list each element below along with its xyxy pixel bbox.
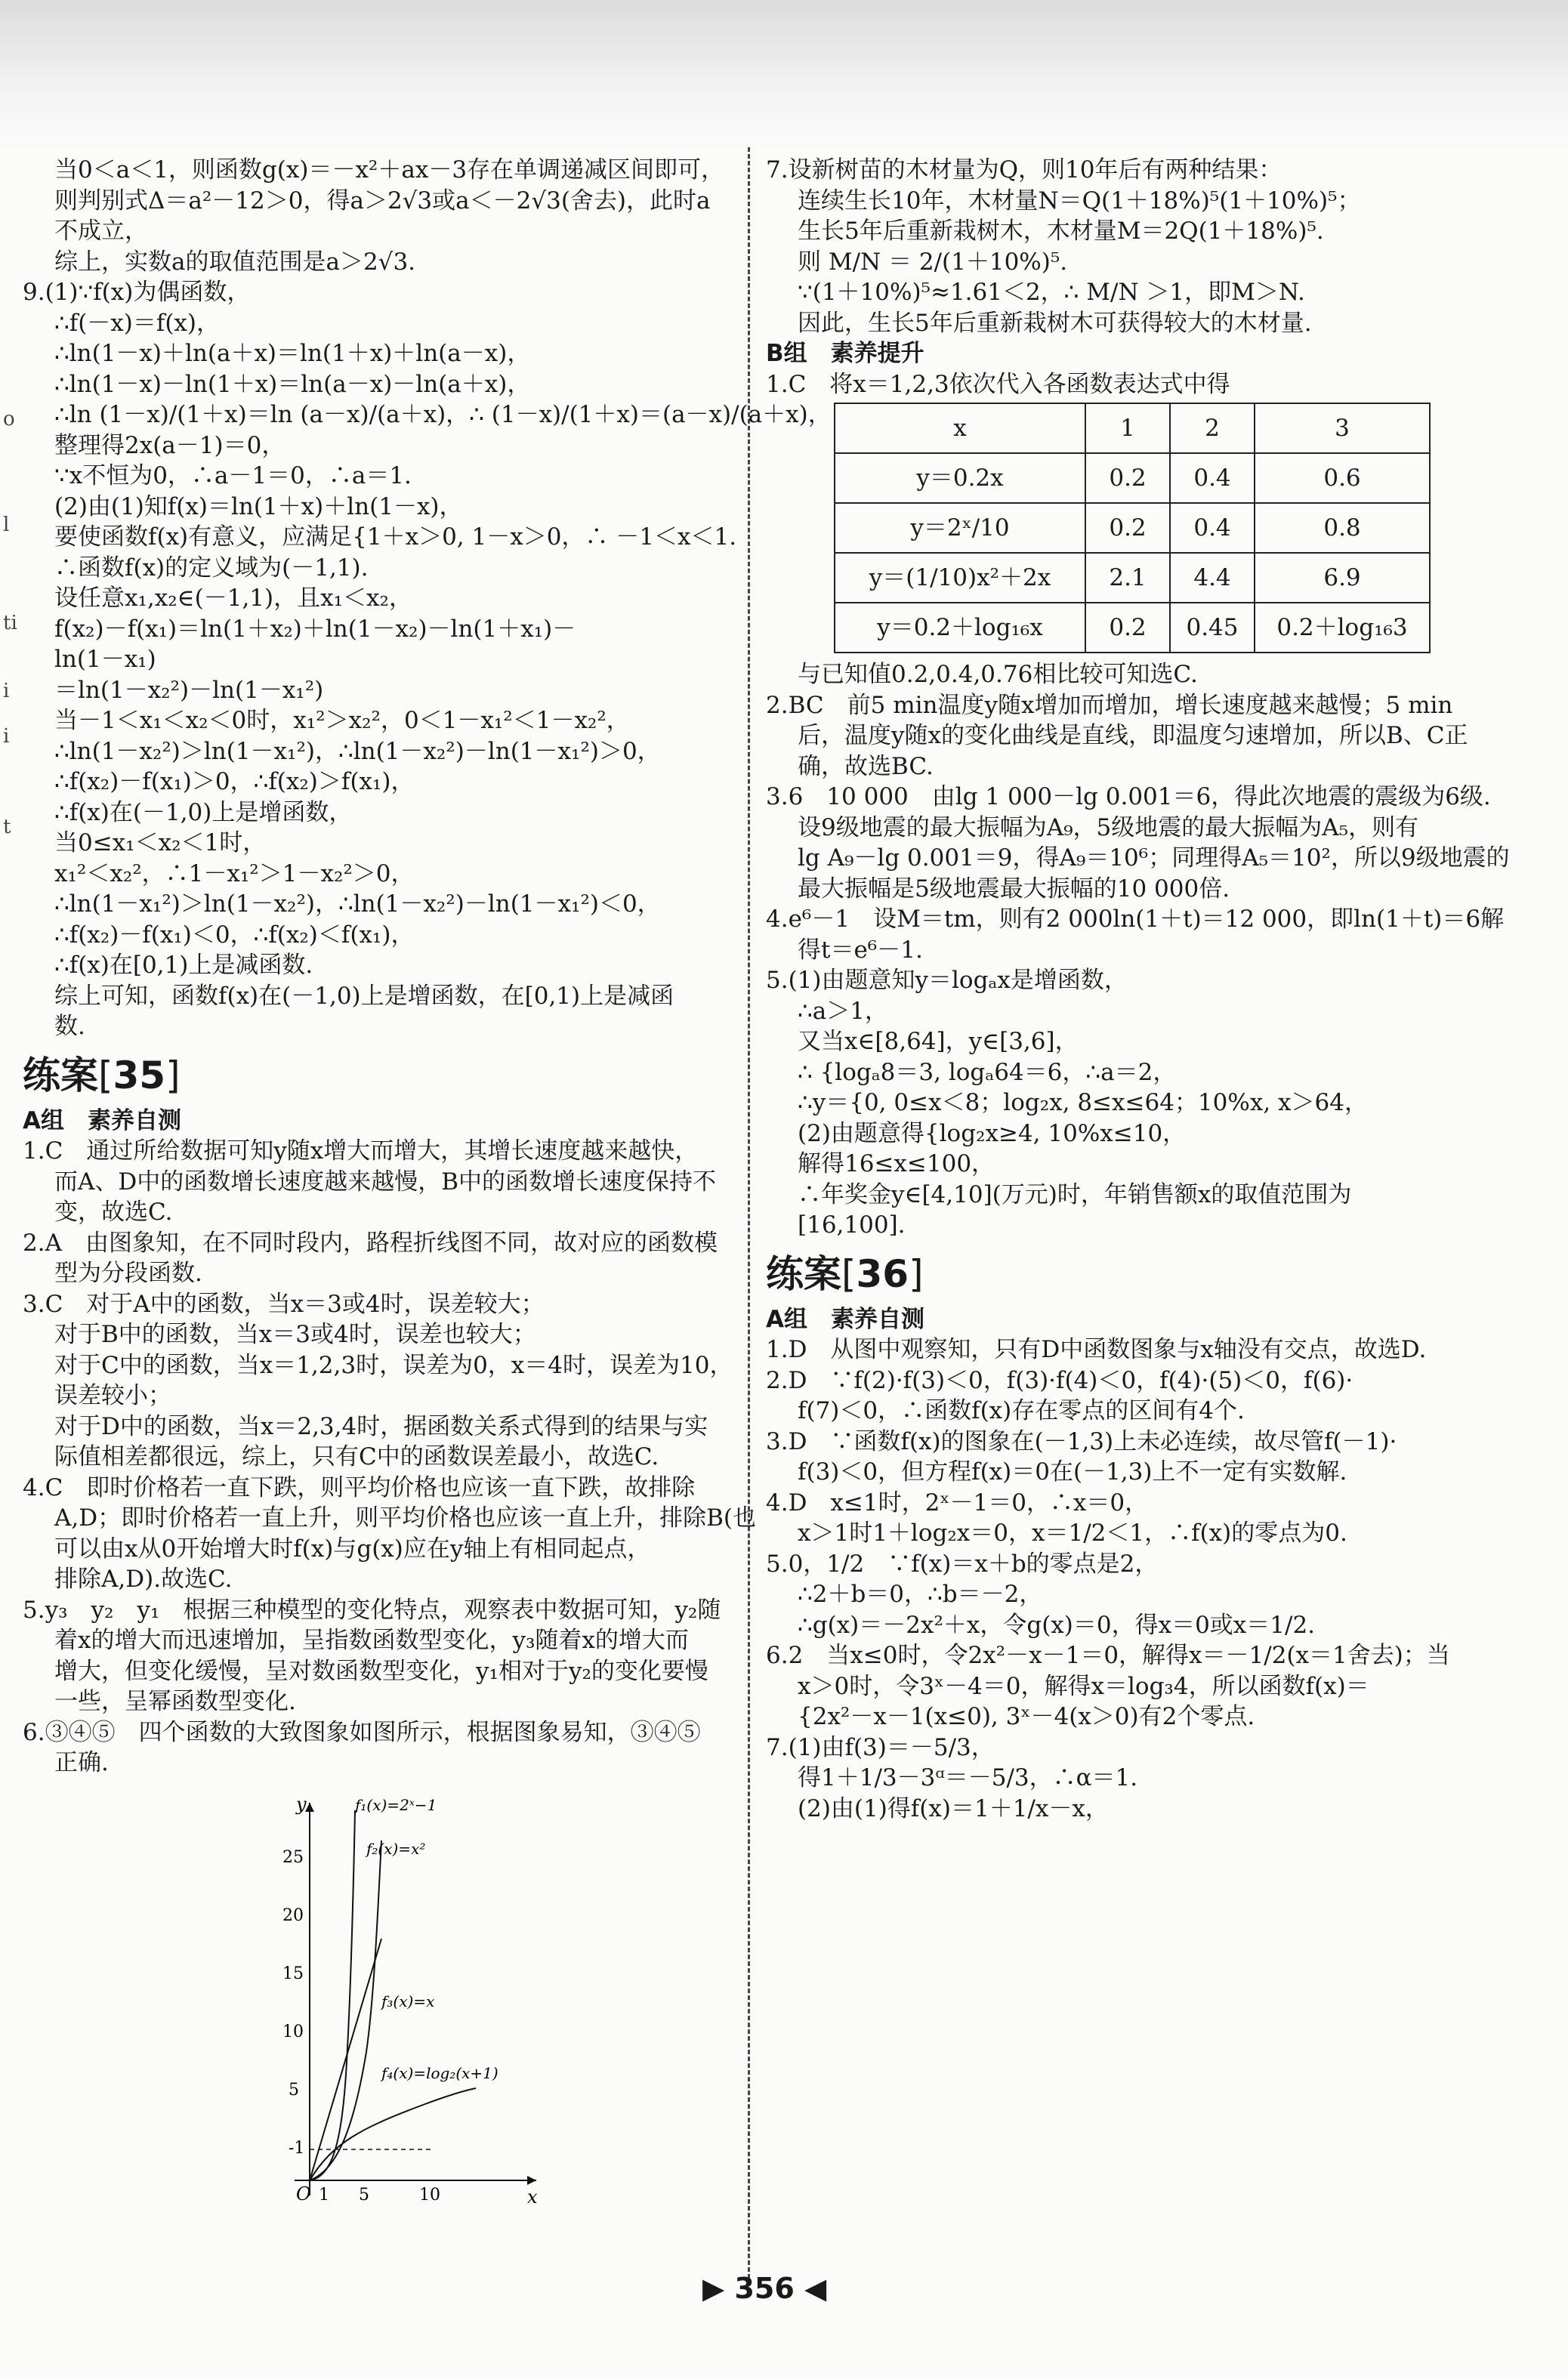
- text-line: 连续生长10年，木材量N＝Q(1＋18%)⁵(1＋10%)⁵；: [798, 187, 1361, 214]
- text-line: 数.: [54, 1013, 85, 1040]
- curve-f1: [310, 1810, 355, 2180]
- text-line: 整理得2x(a－1)＝0，: [54, 431, 286, 459]
- table-cell: y＝0.2＋log₁₆x: [835, 603, 1085, 653]
- table-row: [835, 603, 1430, 653]
- text-line: 设9级地震的最大振幅为A₉，5级地震的最大振幅为A₅，则有: [798, 813, 1419, 841]
- text-line: 与已知值0.2,0.4,0.76相比较可知选C.: [798, 661, 1198, 688]
- answer-b1: 1.C 将x＝1,2,3依次代入各函数表达式中得: [766, 370, 1230, 398]
- margin-mark: o: [3, 408, 15, 430]
- right-top-text: [766, 155, 1551, 338]
- curve-label-f3: f₃(x)=x: [381, 1992, 435, 2010]
- table-cell: 0.45: [1170, 603, 1255, 653]
- text-line: ∵x不恒为0，∴a－1＝0，∴a＝1.: [54, 462, 412, 489]
- text-line: 2.D ∵f(2)·f(3)＜0，f(3)·f(4)＜0，f(4)·(5)＜0，f(6)·: [766, 1366, 1353, 1394]
- margin-mark: i: [3, 680, 10, 702]
- margin-mark: l: [3, 514, 10, 536]
- column-divider: [748, 147, 750, 2292]
- text-line: 1.D 从图中观察知，只有D中函数图象与x轴没有交点，故选D.: [766, 1336, 1427, 1363]
- section-number: 35: [113, 1053, 166, 1097]
- text-line: f(x₂)－f(x₁)＝ln(1＋x₂)＋ln(1－x₂)－ln(1＋x₁)－: [54, 615, 576, 643]
- y-tick-label: 10: [282, 2022, 304, 2041]
- text-line: 生长5年后重新栽树木，木材量M＝2Q(1＋18%)⁵.: [798, 218, 1324, 245]
- section-title: 练案: [766, 1251, 841, 1296]
- x-tick-label: 10: [419, 2185, 440, 2205]
- y-tick-label: 20: [282, 1905, 304, 1925]
- text-line: 1.C 通过所给数据可知y随x增大而增大，其增长速度越来越快，: [23, 1137, 699, 1165]
- text-line: ∴函数f(x)的定义域为(－1,1).: [54, 554, 369, 582]
- curve-label-f1: f₁(x)=2ˣ−1: [355, 1795, 437, 1814]
- text-line: 设任意x₁,x₂∈(－1,1)，且x₁＜x₂，: [54, 585, 412, 612]
- text-line: 当0≤x₁＜x₂＜1时，: [54, 829, 267, 856]
- y-tick-label: 15: [282, 1964, 304, 1983]
- text-line: 5.y₃ y₂ y₁ 根据三种模型的变化特点，观察表中数据可知，y₂随: [23, 1596, 721, 1624]
- text-line: 3.D ∵函数f(x)的图象在(－1,3)上未必连续，故尽管f(－1)·: [766, 1427, 1397, 1455]
- text-line: ∵(1＋10%)⁵≈1.61＜2，∴ M/N ＞1，即M＞N.: [798, 279, 1305, 306]
- values-table: [834, 403, 1431, 653]
- text-line: 际值相差都很远，综上，只有C中的函数误差最小，故选C.: [54, 1443, 659, 1470]
- text-line: ∴y＝{0, 0≤x＜8；log₂x, 8≤x≤64；10%x, x＞64，: [798, 1089, 1368, 1116]
- text-line: 一些，呈幂函数型变化.: [54, 1688, 296, 1715]
- right-bottom-text: [766, 1335, 1551, 1824]
- table-header-row: [835, 403, 1430, 453]
- curve-f2: [310, 1841, 381, 2180]
- text-line: x₁²＜x₂²，∴1－x₁²＞1－x₂²＞0，: [54, 859, 415, 887]
- text-line: (2)由题意得{log₂x≥4, 10%x≤10，: [798, 1119, 1187, 1147]
- table-cell: 0.6: [1255, 453, 1430, 503]
- section-title: 练案: [23, 1053, 98, 1097]
- x-axis-label: x: [527, 2186, 538, 2208]
- text-line: 5.0，1/2 ∵f(x)＝x＋b的零点是2，: [766, 1550, 1159, 1578]
- text-line: 着x的增大而迅速增加，呈指数函数型变化，y₃随着x的增大而: [54, 1627, 689, 1654]
- y-tick-label: 25: [282, 1847, 304, 1867]
- text-line: 要使函数f(x)有意义，应满足{1＋x＞0, 1－x＞0，∴ －1＜x＜1.: [54, 523, 737, 551]
- right-mid-text: [766, 659, 1551, 1241]
- text-line: ∴ {logₐ8＝3, logₐ64＝6，∴a＝2，: [798, 1058, 1177, 1086]
- text-line: ∴f(x₂)－f(x₁)＞0，∴f(x₂)＞f(x₁)，: [54, 768, 415, 795]
- text-line: f(3)＜0，但方程f(x)＝0在(－1,3)上不一定有实数解.: [798, 1458, 1347, 1486]
- text-line: ∴f(x₂)－f(x₁)＜0，∴f(x₂)＜f(x₁)，: [54, 921, 415, 949]
- text-line: 当0＜a＜1，则函数g(x)＝－x²＋ax－3存在单调递减区间即可，: [54, 156, 725, 184]
- text-line: 误差较小；: [54, 1382, 171, 1409]
- text-line: 对于D中的函数，当x＝2,3,4时，据函数关系式得到的结果与实: [54, 1412, 708, 1440]
- curve-label-f2: f₂(x)=x²: [366, 1839, 426, 1858]
- table-cell: 0.2: [1085, 453, 1170, 503]
- margin-mark: i: [3, 725, 10, 748]
- origin-label: O: [296, 2183, 311, 2205]
- text-line: ∴f(x)在[0,1)上是减函数.: [54, 952, 313, 979]
- y-tick-label: -1: [289, 2138, 305, 2158]
- text-line: 5.(1)由题意知y＝logₐx是增函数，: [766, 967, 1128, 994]
- y-tick-label: 5: [289, 2080, 299, 2100]
- table-cell: x: [835, 403, 1085, 453]
- text-line: 综上可知，函数f(x)在(－1,0)上是增函数，在[0,1)上是减函: [54, 982, 674, 1010]
- text-line: 3.C 对于A中的函数，当x＝3或4时，误差较大；: [23, 1290, 545, 1318]
- section-heading-35: 练案[35]: [23, 1053, 181, 1097]
- text-line: 又当x∈[8,64]，y∈[3,6]，: [798, 1028, 1079, 1055]
- text-line: 2.A 由图象知，在不同时段内，路程折线图不同，故对应的函数模: [23, 1229, 718, 1257]
- text-line: {2x²－x－1(x≤0), 3ˣ－4(x＞0)有2个零点.: [798, 1703, 1255, 1730]
- table-cell: 2: [1170, 403, 1255, 453]
- text-line: 确，故选BC.: [798, 752, 934, 780]
- table-row: [835, 503, 1430, 553]
- text-line: 而A、D中的函数增长速度越来越慢，B中的函数增长速度保持不: [54, 1168, 717, 1196]
- table-cell: 0.8: [1255, 503, 1430, 553]
- section-heading-36: 练案[36]: [766, 1251, 924, 1296]
- text-line: 4.e⁶－1 设M＝tm，则有2 000ln(1＋t)＝12 000，即ln(1＋t)＝6解: [766, 906, 1505, 933]
- left-column: [23, 155, 832, 2218]
- table-row: [835, 453, 1430, 503]
- table-cell: 0.4: [1170, 503, 1255, 553]
- text-line: 4.C 即时价格若一直下跌，则平均价格也应该一直下跌，故排除: [23, 1473, 696, 1501]
- group-a-heading: A组 素养自测: [23, 1106, 181, 1134]
- text-line: lg A₉－lg 0.001＝9，得A₉＝10⁶；同理得A₅＝10²，所以9级地震的: [798, 844, 1510, 872]
- left-top-text: [23, 155, 832, 1042]
- left-bottom-text: [23, 1136, 756, 1779]
- text-line: [16,100].: [798, 1211, 906, 1239]
- text-line: ln(1－x₁): [54, 646, 156, 673]
- text-line: (2)由(1)知f(x)＝ln(1＋x)＋ln(1－x)，: [54, 492, 463, 520]
- x-axis-arrow: [527, 2176, 536, 2185]
- text-line: 则 M/N ＝ 2/(1＋10%)⁵.: [798, 248, 1068, 276]
- page-number: ▶ 356 ◀: [702, 2272, 827, 2305]
- text-line: f(7)＜0，∴函数f(x)存在零点的区间有4个.: [798, 1397, 1245, 1424]
- text-line: 则判别式Δ＝a²－12＞0，得a＞2√3或a＜－2√3(舍去)，此时a: [54, 187, 711, 214]
- table-cell: 0.2: [1085, 603, 1170, 653]
- table-cell: 0.2＋log₁₆3: [1255, 603, 1430, 653]
- text-line: ∴年奖金y∈[4,10](万元)时，年销售额x的取值范围为: [798, 1180, 1352, 1208]
- group-b-heading: B组 素养提升: [766, 340, 924, 367]
- text-line: ∴ln(1－x)－ln(1＋x)＝ln(a－x)－ln(a＋x)，: [54, 370, 531, 398]
- text-line: ∴ln (1－x)/(1＋x)＝ln (a－x)/(a＋x)，∴ (1－x)/(1＋x)＝(a－x)/(a＋x)，: [54, 401, 832, 428]
- table-cell: 0.2: [1085, 503, 1170, 553]
- text-line: 7.(1)由f(3)＝－5/3，: [766, 1733, 995, 1761]
- curve-label-f4: f₄(x)=log₂(x+1): [381, 2063, 498, 2082]
- text-line: ∴g(x)＝－2x²＋x，令g(x)＝0，得x＝0或x＝1/2.: [798, 1611, 1316, 1639]
- function-graph: [249, 1788, 551, 2211]
- text-line: 对于C中的函数，当x＝1,2,3时，误差为0，x＝4时，误差为10，: [54, 1351, 733, 1379]
- text-line: 综上，实数a的取值范围是a＞2√3.: [54, 248, 416, 276]
- table-cell: 1: [1085, 403, 1170, 453]
- text-line: ∴a＞1，: [798, 997, 888, 1025]
- text-line: 得1＋1/3－3ᵅ＝－5/3，∴α＝1.: [798, 1764, 1138, 1791]
- text-line: 增大，但变化缓慢，呈对数函数型变化，y₁相对于y₂的变化要慢: [54, 1657, 708, 1685]
- text-line: (2)由(1)得f(x)＝1＋1/x－x，: [798, 1794, 1109, 1822]
- curve-f4: [310, 2088, 476, 2180]
- text-line: x＞1时1＋log₂x＝0，x＝1/2＜1，∴f(x)的零点为0.: [798, 1520, 1347, 1547]
- text-line: ∴ln(1－x)＋ln(a＋x)＝ln(1＋x)＋ln(a－x)，: [54, 340, 531, 367]
- text-line: 排除A,D).故选C.: [54, 1566, 233, 1593]
- x-tick-label: 5: [359, 2185, 369, 2205]
- text-line: 得t＝e⁶－1.: [798, 936, 923, 964]
- text-line: 解得16≤x≤100，: [798, 1150, 995, 1177]
- table-cell: y＝0.2x: [835, 453, 1085, 503]
- text-line: 4.D x≤1时，2ˣ－1＝0，∴x＝0，: [766, 1489, 1149, 1517]
- text-line: ∴f(x)在(－1,0)上是增函数，: [54, 798, 353, 826]
- text-line: 7.设新树苗的木材量为Q，则10年后有两种结果：: [766, 156, 1282, 184]
- table-cell: 3: [1255, 403, 1430, 453]
- y-axis-arrow: [305, 1803, 314, 1812]
- text-line: ∴f(－x)＝f(x)，: [54, 309, 221, 337]
- table-row: [835, 553, 1430, 603]
- text-line: ∴ln(1－x₂²)＞ln(1－x₁²)，∴ln(1－x₂²)－ln(1－x₁²)＞0，: [54, 737, 661, 765]
- scan-shadow: [0, 0, 1568, 151]
- text-line: 正确.: [54, 1749, 109, 1776]
- text-line: ＝ln(1－x₂²)－ln(1－x₁²): [54, 676, 324, 704]
- curve-f3: [310, 1939, 381, 2180]
- table-cell: y＝(1/10)x²＋2x: [835, 553, 1085, 603]
- group-a-heading: A组 素养自测: [766, 1305, 924, 1333]
- text-line: 6.2 当x≤0时，令2x²－x－1＝0，解得x＝－1/2(x＝1舍去)；当: [766, 1642, 1450, 1669]
- x-tick-label: 1: [319, 2185, 329, 2205]
- text-line: ∴ln(1－x₁²)＞ln(1－x₂²)，∴ln(1－x₂²)－ln(1－x₁²)＜0，: [54, 890, 661, 918]
- text-line: A,D；即时价格若一直上升，则平均价格也应该一直上升，排除B(也: [54, 1504, 756, 1532]
- margin-mark: t: [3, 816, 11, 838]
- text-line: x＞0时，令3ˣ－4＝0，解得x＝log₃4，所以函数f(x)＝: [798, 1672, 1369, 1700]
- page-number-value: 356: [734, 2272, 795, 2305]
- margin-mark: ti: [3, 612, 17, 634]
- right-column: [766, 155, 1551, 1824]
- text-line: 后，温度y随x的变化曲线是直线，即温度匀速增加，所以B、C正: [798, 722, 1468, 749]
- table-cell: 4.4: [1170, 553, 1255, 603]
- table-cell: 6.9: [1255, 553, 1430, 603]
- text-line: 对于B中的函数，当x＝3或4时，误差也较大；: [54, 1321, 536, 1348]
- section-number: 36: [856, 1251, 909, 1296]
- table-cell: y＝2ˣ/10: [835, 503, 1085, 553]
- text-line: 型为分段函数.: [54, 1260, 202, 1287]
- text-line: 6.③④⑤ 四个函数的大致图象如图所示，根据图象易知，③④⑤: [23, 1718, 701, 1746]
- text-line: ∴2＋b＝0，∴b＝－2，: [798, 1581, 1043, 1608]
- text-line: 变，故选C.: [54, 1199, 173, 1226]
- text-line: 可以由x从0开始增大时f(x)与g(x)应在y轴上有相同起点，: [54, 1535, 651, 1563]
- table-cell: 0.4: [1170, 453, 1255, 503]
- text-line: 不成立，: [54, 218, 148, 245]
- text-line: 3.6 10 000 由lg 1 000－lg 0.001＝6，得此次地震的震级为6级.: [766, 783, 1491, 810]
- text-line: 当－1＜x₁＜x₂＜0时，x₁²＞x₂²，0＜1－x₁²＜1－x₂²，: [54, 707, 630, 734]
- text-line: 2.BC 前5 min温度y随x增加而增加，增长速度越来越慢；5 min: [766, 691, 1453, 719]
- text-line: 因此，生长5年后重新栽树木可获得较大的木材量.: [798, 309, 1312, 337]
- text-line: 最大振幅是5级地震最大振幅的10 000倍.: [798, 875, 1230, 903]
- table-cell: 2.1: [1085, 553, 1170, 603]
- text-line: 9.(1)∵f(x)为偶函数，: [23, 279, 251, 306]
- y-axis-label: y: [296, 1793, 307, 1815]
